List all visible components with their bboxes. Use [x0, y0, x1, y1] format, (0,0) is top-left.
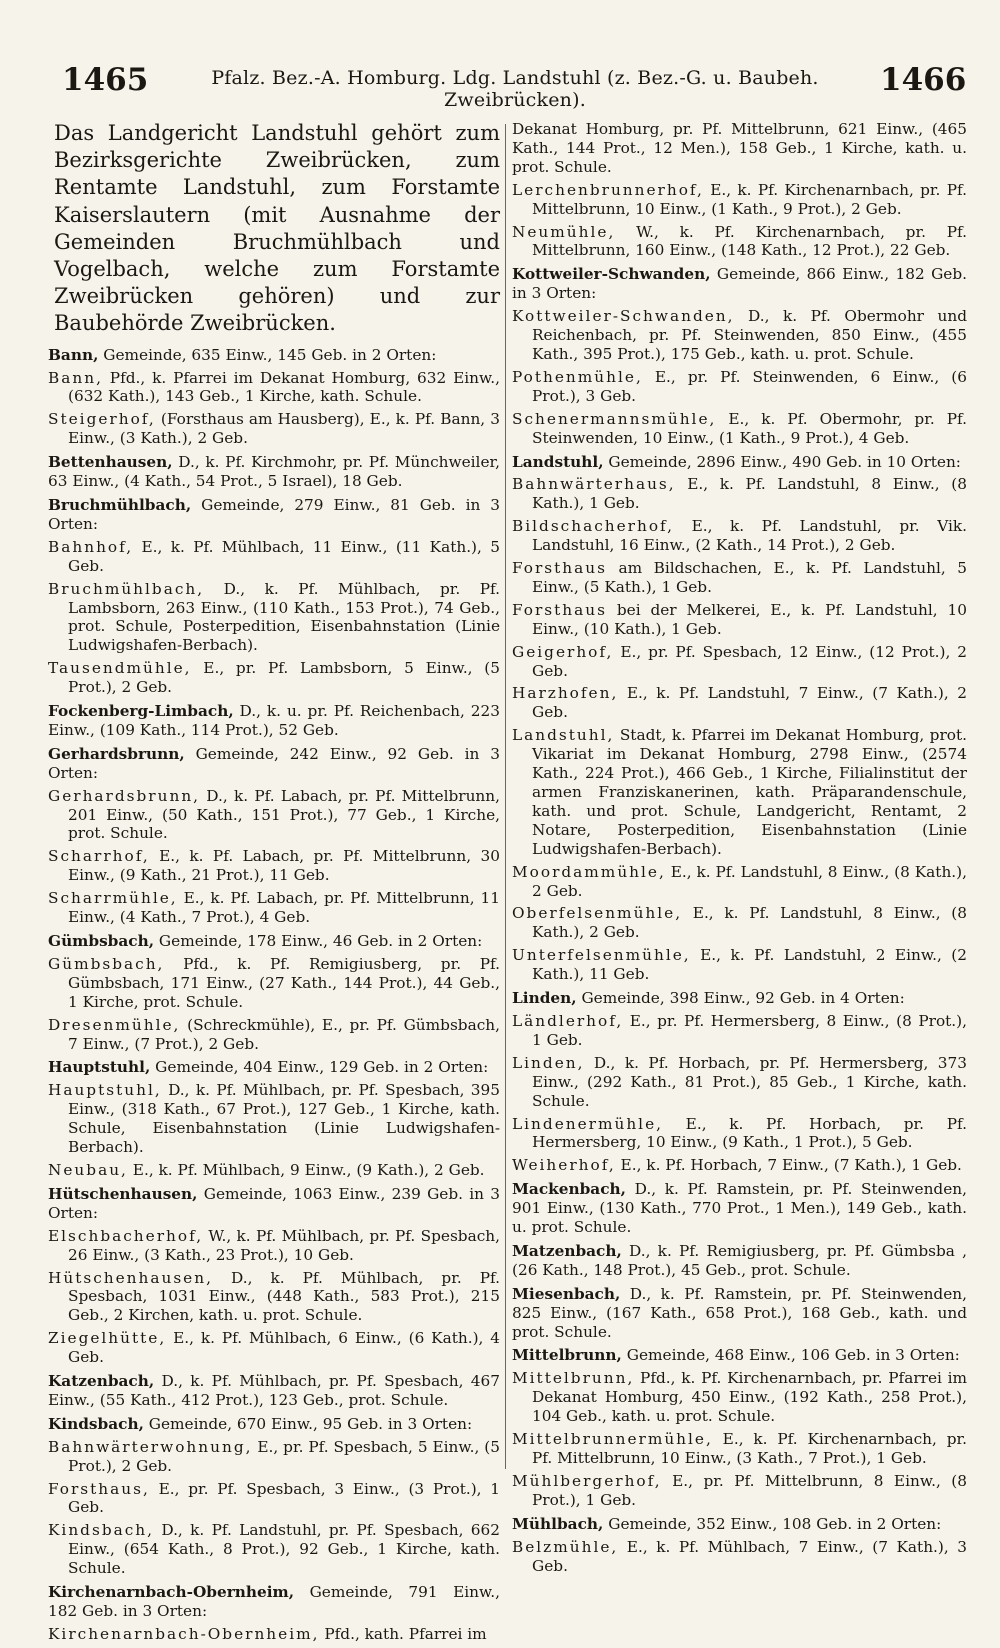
place-entry	[512, 559, 967, 597]
place-entry	[512, 1538, 967, 1576]
entry-name: Hauptstuhl,	[48, 1081, 162, 1100]
entry-text: Pfd., k. Pf. Remigiusberg, pr. Pf. Gümbsbach, 171 Einw., (27 Kath., 144 Prot.), 44 Geb., 1 Kirche, prot. Schule.	[68, 954, 500, 1011]
entry-name: Schenermannsmühle,	[512, 409, 717, 428]
entry-name: Geigerhof,	[512, 642, 614, 661]
municipality-entry	[48, 702, 500, 740]
entry-text: D., k. Pf. Ramstein, pr. Pf. Steinwenden, 901 Einw., (130 Kath., 770 Prot., 1 Men.), 149 Geb., kath. u. prot. Schule.	[512, 1180, 967, 1237]
entry-text: E., k. Pf. Landstuhl, 8 Einw., (8 Kath.), 2 Geb.	[532, 904, 967, 942]
running-title: Pfalz. Bez.-A. Homburg. Ldg. Landstuhl (z. Bez.-G. u. Baubeh. Zweibrücken).	[211, 67, 819, 111]
entry-name: Lindenermühle,	[512, 1114, 663, 1133]
place-entry	[512, 120, 967, 177]
municipality-entry	[48, 1058, 500, 1077]
entry-name: Neubau,	[48, 1160, 128, 1179]
entry-text: E., pr. Pf. Spesbach, 3 Einw., (3 Prot.), 1 Geb.	[68, 1479, 500, 1517]
entry-name: Kirchenarnbach-Obernheim,	[48, 1624, 320, 1643]
place-entry	[48, 410, 500, 448]
entry-name: Hauptstuhl,	[48, 1058, 151, 1077]
entry-name: Hütschenhausen,	[48, 1268, 213, 1287]
municipality-entry	[48, 453, 500, 491]
entry-name: Weiherhof,	[512, 1156, 616, 1175]
entry-name: Unterfelsenmühle,	[512, 946, 691, 965]
place-entry	[512, 726, 967, 858]
place-entry	[512, 643, 967, 681]
entry-name: Scharrhof,	[48, 847, 150, 866]
entry-text: Gemeinde, 468 Einw., 106 Geb. in 3 Orten:	[621, 1346, 960, 1365]
place-entry	[512, 475, 967, 513]
entry-text: D., k. Pf. Mühlbach, pr. Pf. Spesbach, 395 Einw., (318 Kath., 67 Prot.), 127 Geb., 1 Kirche, kath. Schule, Eisenbahnstation (Linie Ludwigshafen-Berbach).	[68, 1081, 500, 1157]
place-entry	[512, 1369, 967, 1426]
entry-name: Mackenbach,	[512, 1180, 626, 1199]
entry-text: Gemeinde, 791 Einw., 182 Geb. in 3 Orten:	[48, 1583, 500, 1620]
entry-text: Pfd., k. Pf. Kirchenarnbach, pr. Pfarrei im Dekanat Homburg, 450 Einw., (192 Kath., 258 Prot.), 104 Geb., kath. u. prot. Schule.	[532, 1369, 967, 1426]
entry-text: E., k. Pf. Labach, pr. Pf. Mittelbrunn, 30 Einw., (9 Kath., 21 Prot.), 11 Geb.	[68, 847, 500, 885]
entry-name: Neumühle,	[512, 222, 616, 241]
entry-name: Bruchmühlbach,	[48, 495, 192, 514]
entry-text: E., k. Pf. Obermohr, pr. Pf. Steinwenden, 10 Einw., (1 Kath., 9 Prot.), 4 Geb.	[532, 409, 967, 447]
intro-paragraph: Das Landgericht Landstuhl gehört zum Bezirksgerichte Zweibrücken, zum Rentamte Landstuhl, zum Forstamte Kaiserslautern (mit Ausnahme der Gemeinden Bruchmühlbach und Vogelbach, welche zum Forstamte Zweibrücken gehören) und zur Baubehörde Zweibrücken.	[54, 121, 500, 336]
municipality-entry	[512, 453, 967, 472]
entry-name: Landstuhl,	[512, 726, 615, 745]
place-entry	[512, 1430, 967, 1468]
entry-name: Miesenbach,	[512, 1284, 621, 1303]
entry-text: Gemeinde, 352 Einw., 108 Geb. in 2 Orten:	[603, 1514, 942, 1533]
place-entry	[48, 1521, 500, 1578]
entry-name: Dresenmühle,	[48, 1015, 181, 1034]
place-entry	[48, 1016, 500, 1054]
entry-text: E., pr. Pf. Lambsborn, 5 Einw., (5 Prot.), 2 Geb.	[68, 659, 500, 697]
entry-name: Forsthaus	[512, 600, 607, 619]
entry-text: E., k. Pf. Landstuhl, 8 Einw., (8 Kath.), 1 Geb.	[532, 475, 967, 513]
entry-text: Stadt, k. Pfarrei im Dekanat Homburg, prot. Vikariat im Dekanat Homburg, 2798 Einw., (2574 Kath., 224 Prot.), 466 Geb., 1 Kirche, Filialinstitut der armen Franziskanerinen, kath. Präparandenschule, kath. und prot. Schule, Landgericht, Rentamt, 2 Notare, Posterpedition, Eisenbahnstation (Linie Ludwigshafen-Berbach).	[532, 726, 967, 858]
entry-text: (Schreckmühle), E., pr. Pf. Gümbsbach, 7 Einw., (7 Prot.), 2 Geb.	[68, 1015, 500, 1053]
entry-text: E., pr. Pf. Spesbach, 12 Einw., (12 Prot.), 2 Geb.	[532, 642, 967, 680]
entry-text: Gemeinde, 398 Einw., 92 Geb. in 4 Orten:	[576, 989, 905, 1008]
entry-text: D., k. Pf. Landstuhl, pr. Pf. Spesbach, 662 Einw., (654 Kath., 8 Prot.), 92 Geb., 1 Kirche, kath. Schule.	[68, 1521, 500, 1578]
entry-text: E., k. Pf. Mühlbach, 7 Einw., (7 Kath.), 3 Geb.	[532, 1537, 967, 1575]
entry-text: D., k. Pf. Ramstein, pr. Pf. Steinwenden, 825 Einw., (167 Kath., 658 Prot.), 168 Geb., kath. und prot. Schule.	[512, 1284, 967, 1341]
entry-text: E., pr. Pf. Hermersberg, 8 Einw., (8 Prot.), 1 Geb.	[532, 1011, 967, 1049]
entry-text: Dekanat Homburg, pr. Pf. Mittelbrunn, 621 Einw., (465 Kath., 144 Prot., 12 Men.), 158 Geb., 1 Kirche, kath. u. prot. Schule.	[512, 120, 967, 176]
municipality-entry	[48, 496, 500, 534]
entry-text: D., k. Pf. Remigiusberg, pr. Pf. Gümbsba , (26 Kath., 148 Prot.), 45 Geb., prot. Schule.	[512, 1241, 967, 1279]
entry-text: Gemeinde, 279 Einw., 81 Geb. in 3 Orten:	[48, 495, 500, 533]
entry-name: Oberfelsenmühle,	[512, 904, 683, 923]
entry-name: Gümbsbach,	[48, 932, 155, 950]
entry-name: Gerhardsbrunn,	[48, 744, 185, 763]
entry-text: D., k. Pf. Kirchmohr, pr. Pf. Münchweiler, 63 Einw., (4 Kath., 54 Prot., 5 Israel), 18 Geb.	[48, 453, 500, 491]
municipality-entry	[512, 1346, 967, 1365]
entry-name: Belzmühle,	[512, 1537, 619, 1556]
entry-name: Bruchmühlbach,	[48, 579, 205, 598]
place-entry	[512, 181, 967, 219]
entry-name: Linden,	[512, 989, 577, 1008]
entry-text: E., k. Pf. Mühlbach, 9 Einw., (9 Kath.), 2 Geb.	[127, 1160, 485, 1179]
entry-name: Pothenmühle,	[512, 367, 643, 386]
entry-text: E., pr. Pf. Steinwenden, 6 Einw., (6 Prot.), 3 Geb.	[532, 367, 967, 405]
municipality-entry	[48, 932, 500, 951]
place-entry	[512, 1472, 967, 1510]
entry-text: Gemeinde, 242 Einw., 92 Geb. in 3 Orten:	[48, 744, 500, 782]
entry-text: D., k. Pf. Labach, pr. Pf. Mittelbrunn, 201 Einw., (50 Kath., 151 Prot.), 77 Geb., 1 Kirche, prot. Schule.	[68, 786, 500, 843]
left-column	[48, 120, 500, 1648]
entry-text: E., k. Pf. Kirchenarnbach, pr. Pf. Mittelbrunn, 10 Einw., (1 Kath., 9 Prot.), 2 Geb.	[532, 180, 967, 218]
entry-text: Gemeinde, 404 Einw., 129 Geb. in 2 Orten:	[150, 1058, 489, 1077]
entry-name: Kottweiler-Schwanden,	[512, 307, 735, 326]
entry-name: Kirchenarnbach-Obernheim,	[48, 1583, 295, 1602]
entry-text: E., pr. Pf. Spesbach, 5 Einw., (5 Prot.), 2 Geb.	[68, 1437, 500, 1475]
entry-text: Gemeinde, 1063 Einw., 239 Geb. in 3 Orten:	[48, 1184, 500, 1222]
entry-name: Bildschacherhof,	[512, 517, 675, 536]
entry-text: W., k. Pf. Mühlbach, pr. Pf. Spesbach, 26 Einw., (3 Kath., 23 Prot.), 10 Geb.	[68, 1226, 500, 1264]
place-entry	[48, 787, 500, 844]
place-entry	[512, 684, 967, 722]
entry-text: am Bildschachen, E., k. Pf. Landstuhl, 5 Einw., (5 Kath.), 1 Geb.	[532, 559, 967, 596]
municipality-entry	[512, 1180, 967, 1237]
municipality-entry	[512, 1285, 967, 1342]
entry-text: Gemeinde, 2896 Einw., 490 Geb. in 10 Orten:	[603, 452, 961, 471]
entry-name: Kottweiler-Schwanden,	[512, 265, 711, 284]
entry-text: E., k. Pf. Mühlbach, 6 Einw., (6 Kath.), 4 Geb.	[68, 1329, 500, 1367]
entry-name: Bann,	[48, 368, 103, 387]
entry-text: E., k. Pf. Mühlbach, 11 Einw., (11 Kath.), 5 Geb.	[68, 537, 500, 575]
place-entry	[512, 1115, 967, 1153]
entry-text: W., k. Pf. Kirchenarnbach, pr. Pf. Mittelbrunn, 160 Einw., (148 Kath., 12 Prot.), 22 Geb.	[532, 222, 967, 260]
place-entry	[512, 517, 967, 555]
entry-name: Mittelbrunnermühle,	[512, 1430, 713, 1449]
entry-name: Kindsbach,	[48, 1414, 144, 1433]
municipality-entry	[48, 1372, 500, 1410]
entry-name: Forsthaus	[512, 559, 607, 578]
entry-text: Gemeinde, 178 Einw., 46 Geb. in 2 Orten:	[154, 932, 483, 950]
place-entry	[48, 659, 500, 697]
page-number-left: 1465	[62, 62, 149, 98]
entry-text: D., k. Pf. Obermohr und Reichenbach, pr. Pf. Steinwenden, 850 Einw., (455 Kath., 395 Prot.), 175 Geb., kath. u. prot. Schule.	[532, 307, 967, 363]
entry-text: E., pr. Pf. Mittelbrunn, 8 Einw., (8 Prot.), 1 Geb.	[532, 1471, 967, 1509]
entry-name: Bahnwärterhaus,	[512, 475, 676, 494]
entry-name: Linden,	[512, 1053, 585, 1072]
place-entry	[48, 847, 500, 885]
place-entry	[48, 369, 500, 407]
entry-name: Scharrmühle,	[48, 889, 178, 908]
place-entry	[48, 538, 500, 576]
entry-text: Gemeinde, 866 Einw., 182 Geb. in 3 Orten:	[512, 265, 967, 303]
place-entry	[48, 1269, 500, 1326]
entry-name: Bettenhausen,	[48, 453, 173, 472]
entry-text: E., k. Pf. Labach, pr. Pf. Mittelbrunn, 11 Einw., (4 Kath., 7 Prot.), 4 Geb.	[68, 889, 500, 927]
entry-text: E., k. Pf. Landstuhl, 8 Einw., (8 Kath.), 2 Geb.	[532, 862, 967, 900]
entry-name: Ziegelhütte,	[48, 1329, 167, 1348]
place-entry	[512, 863, 967, 901]
place-entry	[512, 946, 967, 984]
entry-name: Lerchenbrunnerhof,	[512, 180, 704, 199]
place-entry	[512, 1156, 967, 1175]
municipality-entry	[512, 1515, 967, 1534]
entry-name: Matzenbach,	[512, 1241, 622, 1260]
entry-name: Bahnwärterwohnung,	[48, 1437, 253, 1456]
entry-name: Mühlbach,	[512, 1514, 604, 1533]
entry-text: Gemeinde, 635 Einw., 145 Geb. in 2 Orten:	[98, 345, 437, 364]
entry-name: Elschbacherhof,	[48, 1226, 204, 1245]
place-entry	[512, 223, 967, 261]
entry-text: bei der Melkerei, E., k. Pf. Landstuhl, 10 Einw., (10 Kath.), 1 Geb.	[532, 600, 967, 638]
entry-text: Pfd., kath. Pfarrei im	[319, 1624, 487, 1643]
entry-text: E., k. Pf. Landstuhl, 7 Einw., (7 Kath.), 2 Geb.	[532, 684, 967, 722]
municipality-entry	[48, 346, 500, 365]
place-entry	[48, 1480, 500, 1518]
municipality-entry	[48, 745, 500, 783]
place-entry	[512, 1012, 967, 1050]
entry-name: Harzhofen,	[512, 684, 619, 703]
place-entry	[48, 1227, 500, 1265]
place-entry	[512, 410, 967, 448]
entry-text: Gemeinde, 670 Einw., 95 Geb. in 3 Orten:	[143, 1414, 473, 1433]
page-header	[0, 62, 1000, 111]
place-entry	[48, 580, 500, 656]
entry-name: Mühlbergerhof,	[512, 1471, 662, 1490]
place-entry	[48, 1081, 500, 1157]
entry-text: E., k. Pf. Horbach, 7 Einw., (7 Kath.), 1 Geb.	[615, 1156, 962, 1175]
column-divider	[505, 124, 506, 1469]
place-entry	[512, 1054, 967, 1111]
place-entry	[48, 1625, 500, 1644]
entry-name: Bann,	[48, 345, 99, 364]
entry-name: Landstuhl,	[512, 452, 604, 471]
entry-name: Gerhardsbrunn,	[48, 786, 201, 805]
entry-name: Ländlerhof,	[512, 1011, 624, 1030]
right-column	[512, 120, 967, 1579]
right-entry-list	[512, 120, 967, 1575]
entry-name: Steigerhof,	[48, 410, 156, 429]
entry-text: (Forsthaus am Hausberg), E., k. Pf. Bann, 3 Einw., (3 Kath.), 2 Geb.	[68, 410, 500, 448]
entry-name: Hütschenhausen,	[48, 1184, 198, 1203]
entry-text: D., k. u. pr. Pf. Reichenbach, 223 Einw., (109 Kath., 114 Prot.), 52 Geb.	[48, 702, 500, 739]
entry-name: Bahnhof,	[48, 537, 134, 556]
entry-name: Mittelbrunn,	[512, 1369, 635, 1388]
entry-text: D., k. Pf. Horbach, pr. Pf. Hermersberg, 373 Einw., (292 Kath., 81 Prot.), 85 Geb., 1 Kirche, kath. Schule.	[532, 1053, 967, 1110]
municipality-entry	[48, 1583, 500, 1621]
entry-name: Tausendmühle,	[48, 659, 192, 678]
place-entry	[48, 889, 500, 927]
entry-name: Kindsbach,	[48, 1521, 155, 1540]
page-number-right: 1466	[880, 62, 967, 98]
place-entry	[48, 1438, 500, 1476]
place-entry	[512, 601, 967, 639]
place-entry	[512, 368, 967, 406]
place-entry	[512, 904, 967, 942]
entry-text: D., k. Pf. Mühlbach, pr. Pf. Spesbach, 467 Einw., (55 Kath., 412 Prot.), 123 Geb., prot. Schule.	[48, 1372, 500, 1409]
place-entry	[48, 1329, 500, 1367]
municipality-entry	[512, 1242, 967, 1280]
place-entry	[48, 955, 500, 1012]
entry-text: Pfd., k. Pfarrei im Dekanat Homburg, 632 Einw., (632 Kath.), 143 Geb., 1 Kirche, kath. Schule.	[68, 368, 500, 406]
entry-text: D., k. Pf. Mühlbach, pr. Pf. Lambsborn, 263 Einw., (110 Kath., 153 Prot.), 74 Geb., prot. Schule, Posterpedition, Eisenbahnstation (Linie Ludwigshafen-Berbach).	[68, 579, 500, 655]
entry-text: E., k. Pf. Landstuhl, 2 Einw., (2 Kath.), 11 Geb.	[532, 946, 967, 984]
entry-text: D., k. Pf. Mühlbach, pr. Pf. Spesbach, 1031 Einw., (448 Kath., 583 Prot.), 215 Geb., 2 Kirchen, kath. u. prot. Schule.	[68, 1268, 500, 1325]
municipality-entry	[48, 1415, 500, 1434]
entry-text: E., k. Pf. Kirchenarnbach, pr. Pf. Mittelbrunn, 10 Einw., (3 Kath., 7 Prot.), 1 Geb.	[532, 1430, 967, 1467]
municipality-entry	[512, 265, 967, 303]
entry-name: Katzenbach,	[48, 1372, 155, 1391]
entry-name: Forsthaus,	[48, 1479, 150, 1498]
entry-text: E., k. Pf. Landstuhl, pr. Vik. Landstuhl, 16 Einw., (2 Kath., 14 Prot.), 2 Geb.	[532, 517, 967, 555]
place-entry	[48, 1161, 500, 1180]
municipality-entry	[48, 1185, 500, 1223]
entry-text: E., k. Pf. Horbach, pr. Pf. Hermersberg, 10 Einw., (9 Kath., 1 Prot.), 5 Geb.	[532, 1114, 967, 1152]
entry-name: Gümbsbach,	[48, 954, 165, 973]
entry-name: Mittelbrunn,	[512, 1346, 622, 1365]
left-entry-list	[48, 346, 500, 1644]
entry-name: Fockenberg-Limbach,	[48, 702, 234, 721]
municipality-entry	[512, 989, 967, 1008]
entry-name: Moordammühle,	[512, 862, 666, 881]
place-entry	[512, 307, 967, 364]
